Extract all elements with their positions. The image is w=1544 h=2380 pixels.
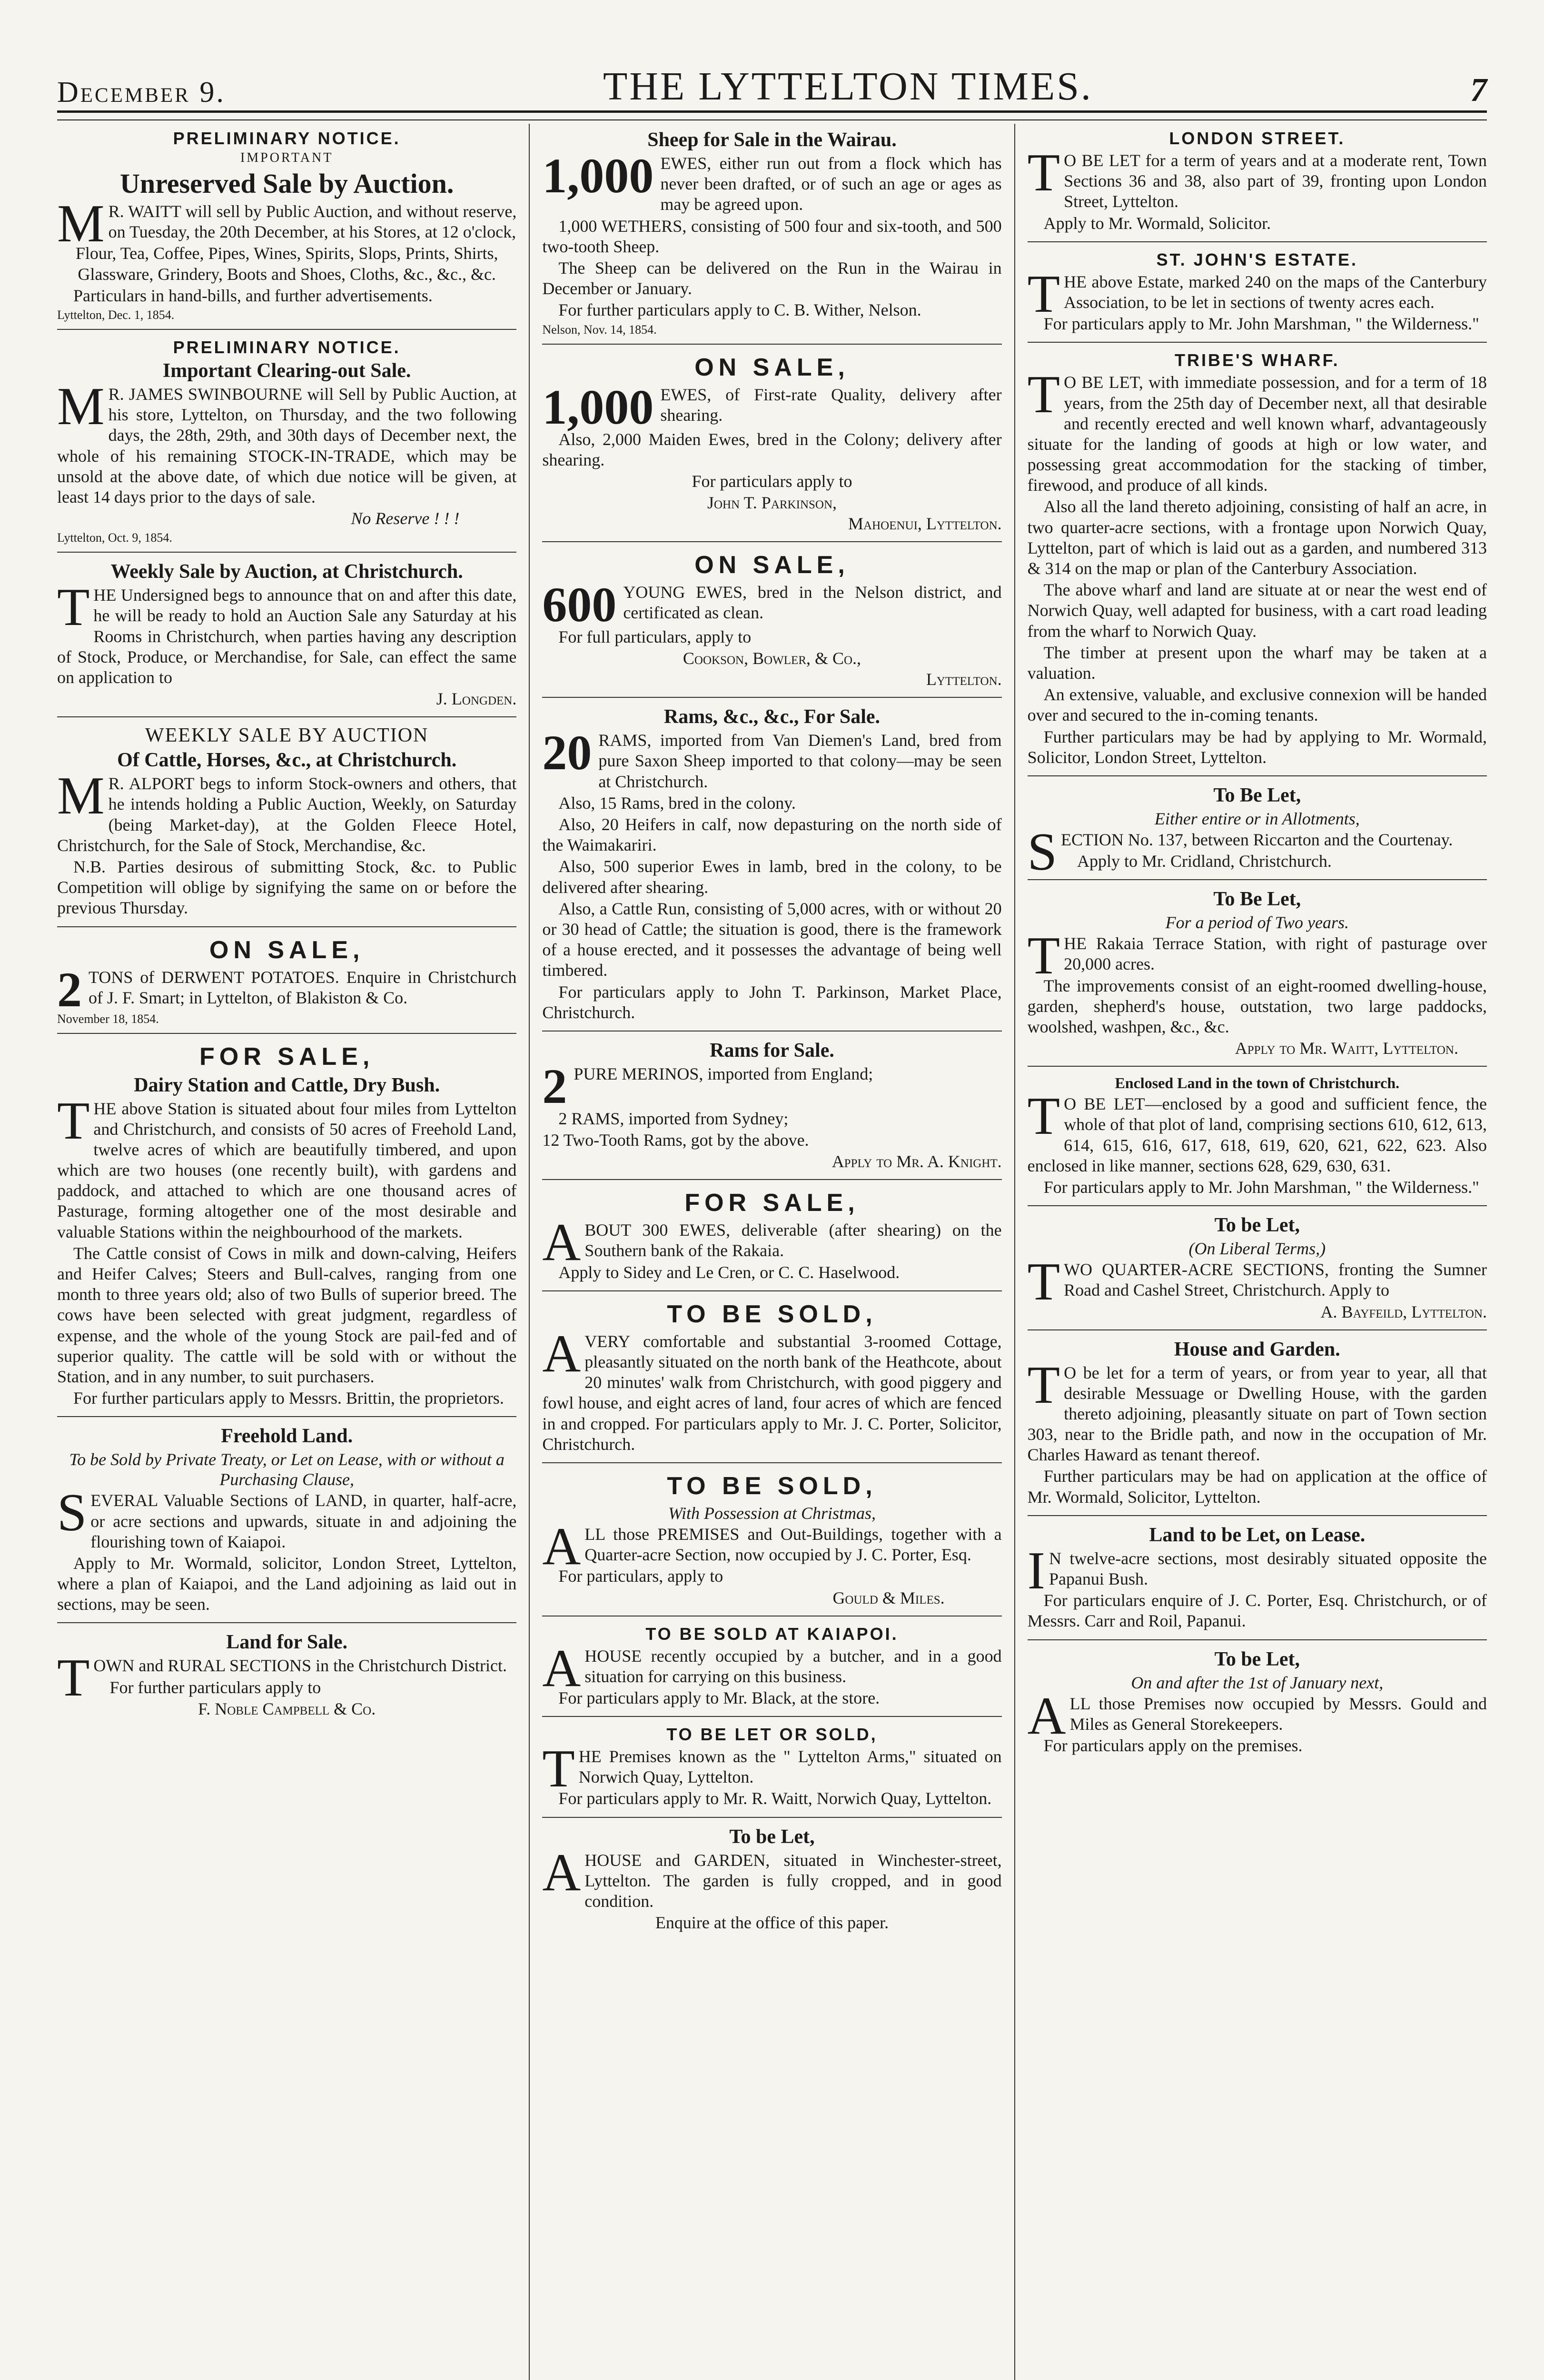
ad-body: HE Premises known as the " Lyttelton Arms," situated on Norwich Quay, Lyttelton. [578, 1747, 1002, 1787]
ad-body: R. ALPORT begs to inform Stock-owners and others, that he intends holding a Public Auction, Weekly, on Saturday (being Market-day), at the Golden Fleece Hotel, Christchurch, for the Sale of Stock, Merchandise, &c. [57, 774, 517, 855]
drop-cap: A [1027, 1686, 1066, 1745]
ad-paragraph: For particulars enquire of J. C. Porter, Esq. Christchurch, or of Messrs. Carr and Roil, Papanui. [1027, 1591, 1487, 1631]
column-2 [529, 124, 1014, 2380]
drop-cap: T [1027, 1087, 1060, 1146]
ad-body: VERY comfortable and substantial 3-roomed Cottage, pleasantly situated on the north bank of the Heathcote, about 20 minutes' walk from Christchurch, with good piggery and fowl house, and eight acres of land, four acres of which are fenced in and cropped. For particulars apply to Mr. J. C. Porter, Solicitor, Christchurch. [542, 1331, 1002, 1454]
ad-paragraph: Further particulars may be had on application at the office of Mr. Wormald, Solicitor, Lyttelton. [1027, 1467, 1487, 1507]
ad-freehold-land [57, 1420, 516, 1623]
ad-paragraph: 2 RAMS, imported from Sydney; [558, 1109, 789, 1128]
ad-title: To be Let, [1214, 1214, 1300, 1237]
ad-signature: F. Noble Campbell & Co. [198, 1699, 376, 1718]
ad-title: Sheep for Sale in the Wairau. [647, 129, 897, 151]
ad-body: OWN and RURAL SECTIONS in the Christchurch District. [93, 1656, 507, 1676]
ad-subheading: IMPORTANT [240, 150, 334, 165]
ad-heading: TO BE SOLD, [667, 1472, 877, 1500]
drop-cap: T [1027, 1355, 1060, 1415]
ad-heading: TO BE SOLD AT KAIAPOI. [645, 1624, 899, 1644]
ad-dairy-station [57, 1037, 516, 1418]
ad-title: Important Clearing-out Sale. [162, 359, 411, 382]
ad-date: Lyttelton, Dec. 1, 1854. [57, 307, 175, 322]
ad-heading: ON SALE, [694, 353, 850, 381]
drop-cap: T [57, 1091, 90, 1150]
issue-date: December 9. [57, 76, 226, 109]
drop-cap: A [542, 1517, 581, 1576]
ad-heading: ON SALE, [694, 551, 850, 579]
ad-body: O BE LET, with immediate possession, and for a term of 18 years, from the 25th day of December next, all that desirable and recently erected and well known wharf, advantageously situate for the landing of goods at high or low water, and possessing great accommodation for the stacking of timber, firewood, and produce of all kinds. [1027, 373, 1487, 495]
ad-italic-line: With Possession at Christmas, [668, 1503, 876, 1523]
ad-ewes-parkinson [542, 347, 1001, 543]
ad-number: 20 [542, 725, 592, 781]
ad-heading: FOR SALE, [199, 1042, 375, 1071]
ad-swinbourne-sale [57, 333, 516, 553]
ad-body: PURE MERINOS, imported from England; [574, 1064, 873, 1083]
ad-signature: J. Longden. [436, 689, 517, 709]
ad-body: RAMS, imported from Van Diemen's Land, bred from pure Saxon Sheep imported to that colony—may be seen at Christchurch. [598, 731, 1002, 791]
ad-rakaia-terrace [1028, 883, 1487, 1067]
ad-number: 1,000 [542, 379, 654, 435]
ad-body: ECTION No. 137, between Riccarton and the Courtenay. [1060, 830, 1453, 849]
ad-paragraph: The above wharf and land are situate at or near the west end of Norwich Quay, well adapted for business, with a cart road leading from the wharf to Norwich Quay. [1027, 580, 1487, 641]
ad-paragraph: For particulars apply to Mr. John Marshman, " the Wilderness." [1043, 1177, 1479, 1197]
ad-paragraph: Apply to Mr. Wormald, solicitor, London Street, Lyttelton, where a plan of Kaiapoi, and the Land adjoining as laid out in sections, may be seen. [57, 1553, 517, 1614]
ad-paragraph: For particulars apply to [692, 471, 852, 491]
ad-quarter-acre-sections [1028, 1209, 1487, 1330]
ad-paragraph: Also, a Cattle Run, consisting of 5,000 acres, with or without 20 or 30 head of Cattle; the situation is good, there is the framework of a house erected, and it possesses the advantage of being well timbered. [542, 899, 1002, 980]
ad-body: EWES, of First-rate Quality, delivery after shearing. [660, 385, 1002, 425]
ad-title: Land for Sale. [226, 1631, 348, 1654]
drop-cap: A [542, 1843, 581, 1902]
ad-body: HE above Estate, marked 240 on the maps of the Canterbury Association, to be let in sections of twenty acres each. [1064, 272, 1487, 312]
drop-cap: T [57, 578, 90, 637]
ad-body: HOUSE recently occupied by a butcher, and in a good situation for carrying on this business. [584, 1646, 1002, 1686]
ad-ewes-rakaia [542, 1183, 1001, 1291]
ad-body: HOUSE and GARDEN, situated in Winchester-street, Lyttelton. The garden is fully cropped, and in good condition. [584, 1850, 1002, 1911]
ad-number: 1,000 [542, 149, 654, 203]
ad-lyttelton-arms [542, 1720, 1001, 1818]
ad-body: R. WAITT will sell by Public Auction, and without reserve, on Tuesday, the 20th December, at his Stores, at 12 o'clock, [108, 202, 517, 242]
ad-st-johns-estate [1028, 245, 1487, 343]
ad-waitt-auction [57, 124, 516, 330]
drop-cap: M [57, 194, 105, 253]
ad-heading: ST. JOHN'S ESTATE. [1156, 249, 1358, 269]
ad-heading: FOR SALE, [684, 1189, 860, 1217]
ad-paragraph: The improvements consist of an eight-roomed dwelling-house, garden, shepherd's house, outstation, two large paddocks, woolshed, washpen, &c., &c. [1027, 976, 1487, 1036]
ad-paragraph: The Cattle consist of Cows in milk and down-calving, Heifers and Heifer Calves; Steers and Bull-calves, ranging from one month to three years old; also of two Bulls of superior breed. The cows have been selected with great judgment, regardless of expense, and the whole of the young Stock are pail-fed and of superior quality. The cattle will be sold with or without the Station, and in any number, to suit purchasers. [57, 1243, 517, 1386]
ad-paragraph: The Sheep can be delivered on the Run in the Wairau in December or January. [542, 258, 1002, 298]
ad-title: To Be Let, [1213, 888, 1301, 911]
ad-body: BOUT 300 EWES, deliverable (after shearing) on the Southern bank of the Rakaia. [584, 1220, 1002, 1260]
drop-cap: T [1027, 926, 1060, 986]
ad-young-ewes [542, 545, 1001, 698]
ad-cottage [542, 1294, 1001, 1463]
ad-paragraph: For particulars apply on the premises. [1043, 1735, 1303, 1755]
ad-paragraph: Enquire at the office of this paper. [655, 1913, 889, 1933]
ad-rams-parkinson [542, 701, 1001, 1031]
ad-title: Land to be Let, on Lease. [1149, 1524, 1366, 1546]
ad-body: N twelve-acre sections, most desirably situated opposite the Papanui Bush. [1049, 1548, 1487, 1588]
ad-body: O BE LET—enclosed by a good and sufficient fence, the whole of that plot of land, comprising sections 610, 612, 613, 614, 615, 616, 617, 618, 619, 620, 621, 622, 623. Also enclosed in like manner, sections 628, 629, 630, 631. [1027, 1094, 1487, 1175]
ad-title: Rams, &c., &c., For Sale. [663, 706, 881, 728]
ad-rams-knight [542, 1034, 1001, 1180]
drop-cap: A [542, 1638, 581, 1698]
drop-cap: S [1027, 822, 1057, 882]
ad-date: Nelson, Nov. 14, 1854. [542, 322, 657, 337]
ad-title: To be Let, [1214, 1648, 1300, 1670]
ad-house-and-garden [1028, 1333, 1487, 1516]
drop-cap: M [57, 766, 105, 826]
ad-paragraph: Apply to Mr. Cridland, Christchurch. [1077, 852, 1332, 871]
ad-paragraph: Also, 2,000 Maiden Ewes, bred in the Colony; delivery after shearing. [542, 429, 1002, 469]
ad-title: Dairy Station and Cattle, Dry Bush. [134, 1074, 440, 1096]
ad-title: Freehold Land. [221, 1425, 353, 1448]
ad-paragraph: For further particulars apply to Messrs. Brittin, the proprietors. [73, 1388, 504, 1408]
ad-paragraph: 12 Two-Tooth Rams, got by the above. [542, 1130, 809, 1150]
ad-heading: Enclosed Land in the town of Christchurch. [1115, 1074, 1400, 1092]
ad-tribes-wharf [1028, 346, 1487, 776]
drop-cap: A [542, 1213, 581, 1272]
ad-body: EWES, either run out from a flock which has never been drafted, or of such an age or ages as may be agreed upon. [660, 154, 1002, 214]
column-1 [57, 124, 529, 2380]
ad-italic-line: To be Sold by Private Treaty, or Let on Lease, with or without a Purchasing Clause, [69, 1450, 505, 1489]
ad-body: HE above Station is situated about four miles from Lyttelton and Christchurch, and consists of 50 acres of Freehold Land, twelve acres of which are beautifully timbered, and upon which are two houses (one recently built), with gardens and paddock, and attached to which are one thousand acres of Pasturage, forming altogether one of the most desirable and valuable Stations within the neighbourhood of the markets. [57, 1099, 517, 1241]
ad-paragraph: Also all the land thereto adjoining, consisting of half an acre, in two quarter-acre sections, with a frontage upon Norwich Quay, Lyttelton, part of which is laid out as a garden, and numbered 313 & 314 on the map or plan of the Canterbury Association. [1027, 497, 1487, 578]
ad-sheep-wairau [542, 124, 1001, 345]
ad-paragraph: For particulars, apply to [558, 1567, 723, 1586]
drop-cap: T [1027, 264, 1060, 324]
ad-body: HE Undersigned begs to announce that on and after this date, he will be ready to hold an Auction Sale any Saturday at his Rooms in Christchurch, when parties having any description of Stock, Produce, or Merchandise, for Sale, can effect the same on application to [57, 585, 517, 687]
ad-signature: Gould & Miles. [832, 1588, 945, 1607]
ad-nb: N.B. Parties desirous of submitting Stock, &c. to Public Competition will oblige by signifying the same on or before the previous Thursday. [57, 857, 517, 918]
ad-house-garden-winchester [542, 1821, 1001, 1941]
ad-paragraph: Also, 15 Rams, bred in the colony. [558, 793, 796, 813]
ad-body: LL those Premises now occupied by Messrs. Gould and Miles as General Storekeepers. [1069, 1694, 1487, 1734]
ad-paragraph: For particulars apply to Mr. Black, at the store. [558, 1688, 880, 1707]
ad-signature: Apply to Mr. A. Knight. [831, 1152, 1002, 1171]
masthead-rule [57, 110, 1487, 120]
ad-heading: ON SALE, [209, 936, 365, 964]
ad-land-for-sale [57, 1626, 516, 1726]
ad-signature-place: Mahoenui, Lyttelton. [848, 514, 1002, 534]
drop-cap: T [1027, 1252, 1060, 1312]
drop-cap: A [542, 1324, 581, 1383]
column-3 [1014, 124, 1487, 2380]
ad-reserve: No Reserve ! ! ! [351, 509, 460, 528]
ad-heading: PRELIMINARY NOTICE. [173, 337, 401, 357]
masthead [57, 64, 1487, 109]
newspaper-title: THE LYTTELTON TIMES. [603, 64, 1093, 109]
ad-heading: LONDON STREET. [1169, 129, 1346, 148]
drop-cap: T [1027, 143, 1060, 202]
ad-paragraph: The timber at present upon the wharf may be taken at a valuation. [1027, 643, 1487, 683]
ad-body: O BE LET for a term of years and at a moderate rent, Town Sections 36 and 38, also part of 39, fronting upon London Street, Lyttelton. [1064, 151, 1487, 211]
ad-number: 2 [57, 962, 82, 1017]
ad-alport-auction [57, 720, 516, 927]
ad-note: Particulars in hand-bills, and further advertisements. [73, 286, 433, 305]
ad-title: Unreserved Sale by Auction. [119, 168, 454, 199]
ad-title: Weekly Sale by Auction, at Christchurch. [110, 561, 463, 583]
columns [57, 124, 1487, 2380]
ad-london-street [1028, 124, 1487, 242]
ad-paragraph: Also, 20 Heifers in calf, now depasturing on the north side of the Waimakariri. [542, 815, 1002, 855]
ad-title: To Be Let, [1213, 784, 1301, 806]
ad-paragraph: 1,000 WETHERS, consisting of 500 four and six-tooth, and 500 two-tooth Sheep. [542, 216, 1002, 256]
ad-goods: Flour, Tea, Coffee, Pipes, Wines, Spirits, Slops, Prints, Shirts, Glassware, Grindery, Boots and Shoes, Cloths, &c., &c., &c. [75, 244, 498, 284]
ad-signature: Cookson, Bowler, & Co., [683, 649, 861, 668]
ad-signature: A. Bayfeild, Lyttelton. [1320, 1302, 1487, 1321]
drop-cap: T [542, 1739, 575, 1799]
ad-paragraph: For particulars apply to Mr. R. Waitt, Norwich Quay, Lyttelton. [558, 1789, 992, 1808]
ad-number: 2 [542, 1059, 567, 1114]
ad-italic-line: On and after the 1st of January next, [1131, 1673, 1384, 1692]
drop-cap: M [57, 377, 105, 436]
ad-heading: TO BE SOLD, [667, 1300, 877, 1328]
drop-cap: T [1027, 365, 1060, 425]
ad-section-137 [1028, 779, 1487, 880]
ad-kaiapoi-house [542, 1619, 1001, 1717]
ad-title: House and Garden. [1174, 1338, 1340, 1360]
ad-premises-porter [542, 1466, 1001, 1616]
ad-paragraph: Further particulars may be had by applying to Mr. Wormald, Solicitor, London Street, Lyttelton. [1027, 727, 1487, 767]
ad-body: WO QUARTER-ACRE SECTIONS, fronting the Sumner Road and Cashel Street, Christchurch. Apply to [1064, 1260, 1487, 1300]
ad-paragraph: For further particulars apply to C. B. Wither, Nelson. [558, 300, 921, 320]
ad-heading: TO BE LET OR SOLD, [666, 1725, 878, 1745]
ad-paragraph: For further particulars apply to [109, 1677, 321, 1697]
ad-body: EVERAL Valuable Sections of LAND, in quarter, half-acre, or acre sections and upwards, situate in and adjoining the flourishing town of Kaiapoi. [90, 1491, 517, 1551]
ad-gould-miles-premises [1028, 1643, 1487, 1764]
ad-body: O be let for a term of years, or from year to year, all that desirable Messuage or Dwelling House, with the garden thereto adjoining, pleasantly situate on part of Town section 303, near to the Bridle path, and now in the occupation of Mr. Charles Haward as tenant thereof. [1027, 1363, 1487, 1465]
ad-body: R. JAMES SWINBOURNE will Sell by Public Auction, at his store, Lyttelton, on Thursday, and the two following days, the 28th, 29th, and 30th days of December next, the whole of his remaining STOCK-IN-TRADE, which may be unsold at the above date, of which due notice will be given, at least 14 days prior to the days of sale. [57, 384, 517, 506]
page-number: 7 [1470, 72, 1487, 109]
ad-paragraph: Also, 500 superior Ewes in lamb, bred in the colony, to be delivered after shearing. [542, 857, 1002, 897]
ad-number: 600 [542, 577, 617, 633]
ad-paragraph: For particulars apply to Mr. John Marshman, " the Wilderness." [1043, 314, 1479, 334]
ad-heading: WEEKLY SALE BY AUCTION [145, 724, 429, 747]
ad-weekly-sale-longden [57, 555, 516, 717]
ad-enclosed-land [1028, 1070, 1487, 1206]
ad-paragraph: For particulars apply to John T. Parkinson, Market Place, Christchurch. [542, 982, 1002, 1022]
ad-italic-line: For a period of Two years. [1165, 913, 1349, 932]
ad-body: HE Rakaia Terrace Station, with right of pasturage over 20,000 acres. [1064, 934, 1487, 974]
ad-body: LL those PREMISES and Out-Buildings, together with a Quarter-acre Section, now occupied by J. C. Porter, Esq. [584, 1524, 1002, 1565]
ad-signature: Apply to Mr. Waitt, Lyttelton. [1235, 1039, 1458, 1058]
ad-potatoes [57, 930, 516, 1034]
ad-land-on-lease [1028, 1519, 1487, 1640]
ad-date: Lyttelton, Oct. 9, 1854. [57, 531, 172, 545]
drop-cap: I [1027, 1541, 1045, 1600]
ad-paragraph: An extensive, valuable, and exclusive connexion will be handed over and secured to the in-coming tenants. [1027, 685, 1487, 725]
ad-italic-line: (On Liberal Terms,) [1188, 1239, 1326, 1259]
ad-heading: PRELIMINARY NOTICE. [173, 129, 401, 148]
ad-signature-place: Lyttelton. [926, 670, 1002, 689]
ad-body: TONS of DERWENT POTATOES. Enquire in Christchurch of J. F. Smart; in Lyttelton, of Blakiston & Co. [89, 967, 517, 1007]
ad-body: YOUNG EWES, bred in the Nelson district, and certificated as clean. [623, 583, 1002, 623]
ad-date: November 18, 1854. [57, 1012, 159, 1026]
drop-cap: S [57, 1483, 87, 1543]
ad-heading: TRIBE'S WHARF. [1175, 350, 1340, 370]
ad-italic-line: Either entire or in Allotments, [1154, 809, 1360, 828]
ad-paragraph: For full particulars, apply to [558, 627, 752, 647]
ad-title: Rams for Sale. [710, 1039, 834, 1061]
ad-title: Of Cattle, Horses, &c., at Christchurch. [117, 749, 457, 772]
drop-cap: T [57, 1648, 90, 1708]
ad-paragraph: Apply to Sidey and Le Cren, or C. C. Haselwood. [558, 1262, 900, 1282]
ad-title: To be Let, [729, 1825, 815, 1848]
ad-signature: John T. Parkinson, [707, 493, 837, 513]
ad-paragraph: Apply to Mr. Wormald, Solicitor. [1043, 213, 1271, 233]
